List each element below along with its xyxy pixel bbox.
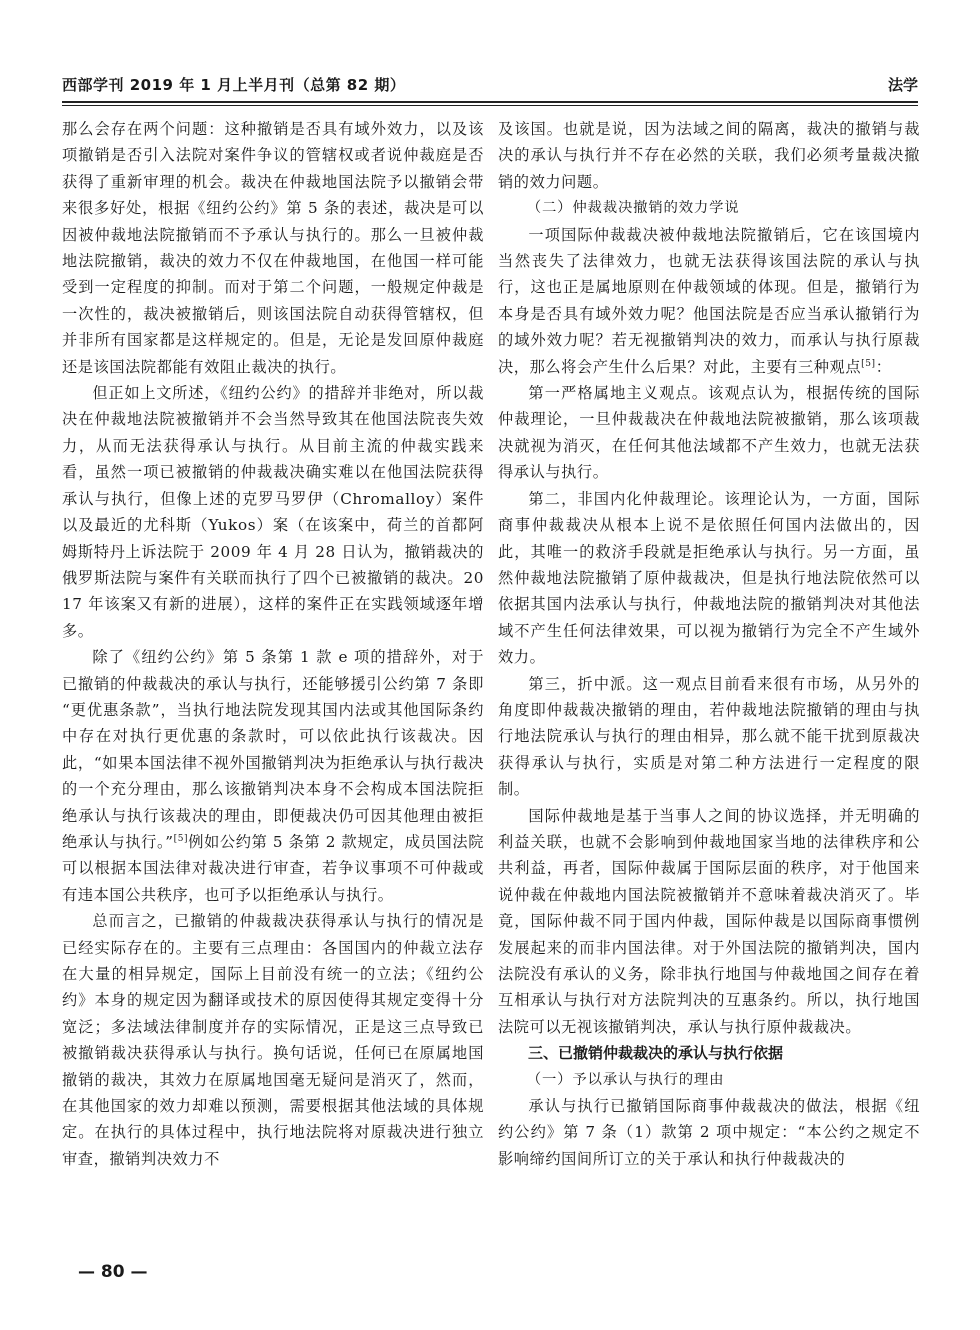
section-label: 法学 [887,76,918,94]
subsection-heading: （一）予以承认与执行的理由 [526,1071,725,1088]
paragraph: 及该国。也就是说，因为法域之间的隔离，裁决的撤销与裁决的承认与执行并不存在必然的关联，我们必须考量裁决撤销的效力问题。 [498,120,920,191]
page-number: — 80 — [78,1262,148,1282]
paragraph-text: 例如公约第 5 条第 2 款规定，成员国法院可以根据本国法律对裁决进行审查，若争议事项不可仲裁或有违本国公共秩序，也可予以拒绝承认与执行。 [62,832,484,904]
paragraph: 承认与执行已撤销国际商事仲裁裁决的做法，根据《纽约公约》第 7 条（1）款第 2 项中规定：“本公约之规定不影响缔约国间所订立的关于承认和执行仲裁裁决的 [498,1097,920,1168]
citation-ref: [5] [173,833,189,844]
right-column [498,116,920,1251]
journal-title: 西部学刊 2019 年 1 月上半月刊（总第 82 期） [62,76,406,94]
header-rule [62,101,918,103]
paragraph: 国际仲裁地是基于当事人之间的协议选择，并无明确的利益关联，也就不会影响到仲裁地国家当地的法律秩序和公共利益，再者，国际仲裁属于国际层面的秩序，对于他国来说仲裁在仲裁地内国法院被撤销并不意味着裁决消灭了。毕竟，国际仲裁不同于国内仲裁，国际仲裁是以国际商事惯例发展起来的而非内国法律。对于外国法院的撤销判决，国内法院没有承认的义务，除非执行地国与仲裁地国之间存在着互相承认与执行对方法院判决的互惠条约。所以，执行地国法院可以无视该撤销判决，承认与执行原仲裁裁决。 [498,806,920,1036]
paragraph: 第一严格属地主义观点。该观点认为，根据传统的国际仲裁理论，一旦仲裁裁决在仲裁地法院被撤销，那么该项裁决就视为消灭，在任何其他法域都不产生效力，也就无法获得承认与执行。 [498,384,920,482]
running-header [62,70,918,98]
paragraph-text: ： [875,357,892,376]
header-rule-thin [62,105,918,106]
paragraph: 第三，折中派。这一观点目前看来很有市场，从另外的角度即仲裁裁决撤销的理由，若仲裁地法院撤销的理由与执行地法院承认与执行的理由相异，那么就不能干扰到原裁决获得承认与执行，实质是对第二种方法进行一定程度的限制。 [498,674,920,799]
paragraph-text: 除了《纽约公约》第 5 条第 1 款 e 项的措辞外，对于已撤销的仲裁裁决的承认与执行，还能够援引公约第 7 条即 “更优惠条款”，当执行地法院发现其国内法或其他国际条约中存在对执行更优惠的条款时，可以依此执行该裁决。因此，“如果本国法律不视外国撤销判决为拒绝承认与执行裁决的一个充分理由，那么该撤销判决本身不会构成本国法院拒绝承认与执行该裁决的理由，即便裁决仍可因其他理由被拒绝承认与执行。” [62,648,484,851]
section-heading: 三、已撤销仲裁裁决的承认与执行依据 [528,1044,784,1063]
paragraph-text: 一项国际仲裁裁决被仲裁地法院撤销后，它在该国境内当然丧失了法律效力，也就无法获得该国法院的承认与执行，这也正是属地原则在仲裁领域的体现。但是，撤销行为本身是否具有域外效力呢？他国法院是否应当承认撤销行为的域外效力呢？若无视撤销判决的效力，而承认与执行原裁决，那么将会产生什么后果？对此，主要有三种观点 [498,225,920,376]
paragraph: 总而言之，已撤销的仲裁裁决获得承认与执行的情况是已经实际存在的。主要有三点理由：各国国内的仲裁立法存在大量的相异规定，国际上目前没有统一的立法；《纽约公约》本身的规定因为翻译或技术的原因使得其规定变得十分宽泛；多法域法律制度并存的实际情况，正是这三点导致已被撤销裁决获得承认与执行。换句话说，任何已在原属地国撤销的裁决，其效力在原属地国毫无疑问是消灭了，然而，在其他国家的效力却难以预测，需要根据其他法域的具体规定。在执行的具体过程中，执行地法院将对原裁决进行独立审查，撤销判决效力不 [62,912,484,1168]
paragraph: 那么会存在两个问题：这种撤销是否具有域外效力，以及该项撤销是否引入法院对案件争议的管辖权或者说仲裁庭是否获得了重新审理的机会。裁决在仲裁地国法院予以撤销会带来很多好处，根据《纽约公约》第 5 条的表述，裁决是可以因被仲裁地法院撤销而不予承认与执行的。那么一旦被仲裁地法院撤销，裁决的效力不仅在仲裁地国，在他国一样可能受到一定程度的抑制。而对于第二个问题，一般规定仲裁是一次性的，裁决被撤销后，则该国法院自动获得管辖权，但并非所有国家都是这样规定的。但是，无论是发回原仲裁庭还是该国法院都能有效阻止裁决的执行。 [62,120,484,376]
left-column [62,116,484,1251]
citation-ref: [5] [861,358,876,369]
paragraph [498,222,920,380]
subsection-heading: （二）仲裁裁决撤销的效力学说 [526,200,740,217]
paragraph: 第二，非国内化仲裁理论。该理论认为，一方面，国际商事仲裁裁决从根本上说不是依照任何国内法做出的，因此，其唯一的救济手段就是拒绝承认与执行。另一方面，虽然仲裁地法院撤销了原仲裁裁决，但是执行地法院依然可以依据其国内法承认与执行，仲裁地法院的撤销判决对其他法域不产生任何法律效果，可以视为撤销行为完全不产生域外效力。 [498,489,920,667]
paragraph [62,644,484,908]
paragraph: 但正如上文所述，《纽约公约》的措辞并非绝对，所以裁决在仲裁地法院被撤销并不会当然导致其在他国法院丧失效力，从而无法获得承认与执行。从目前主流的仲裁实践来看，虽然一项已被撤销的仲裁裁决确实难以在他国法院获得承认与执行，但像上述的克罗马罗伊（Chromalloy）案件以及最近的尤科斯（Yukos）案（在该案中，荷兰的首都阿姆斯特丹上诉法院于 2009 年 4 月 28 日认为，撤销裁决的俄罗斯法院与案件有关联而执行了四个已被撤销的裁决。2017 年该案又有新的进展），这样的案件正在实践领域逐年增多。 [62,384,484,640]
